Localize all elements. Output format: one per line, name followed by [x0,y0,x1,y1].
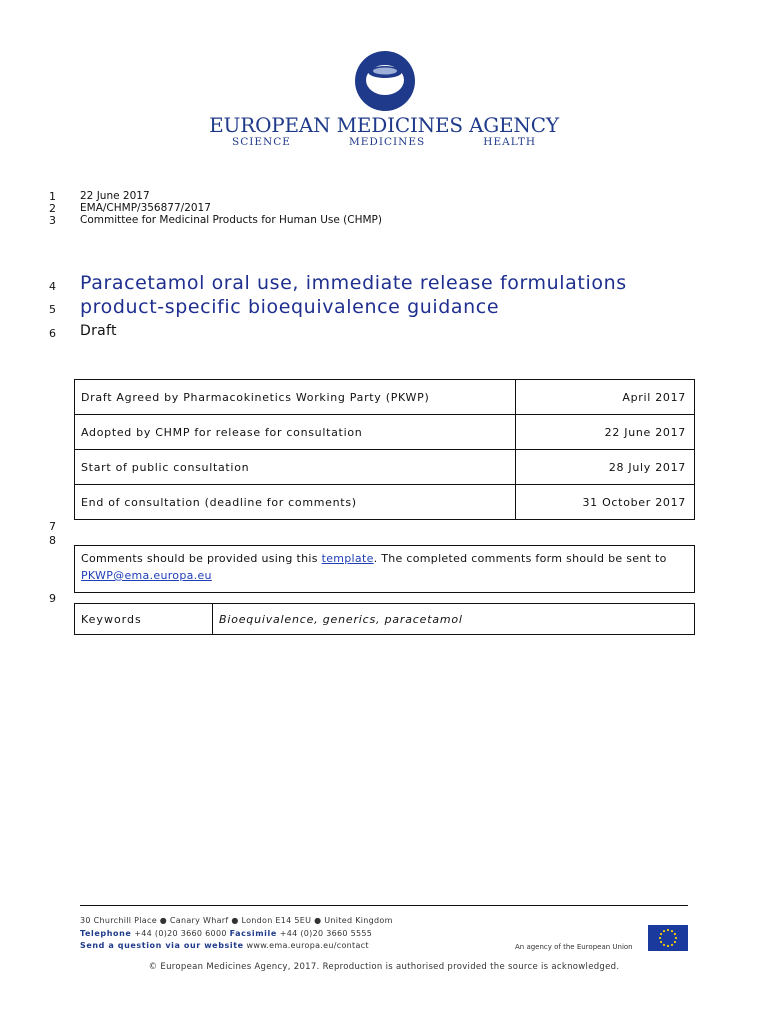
line-number: 7 [49,520,56,533]
row-value: 31 October 2017 [516,485,695,520]
table-row [75,604,695,635]
agency-tagline: SCIENCE MEDICINES HEALTH [232,136,536,148]
footer-contact-line [80,941,369,950]
document-date: 22 June 2017 [80,190,150,202]
comments-text: Comments should be provided using this [81,552,322,565]
agency-name: EUROPEAN MEDICINES AGENCY [209,113,559,137]
line-number: 8 [49,534,56,547]
table-row [75,485,695,520]
committee-name: Committee for Medicinal Products for Human Use (CHMP) [80,214,382,226]
template-link[interactable]: template [321,552,374,565]
keywords-value: Bioequivalence, generics, paracetamol [213,604,695,635]
row-label: End of consultation (deadline for comments) [75,485,516,520]
row-label: Adopted by CHMP for release for consultation [75,415,516,450]
row-value: April 2017 [516,380,695,415]
footer-address: 30 Churchill Place ● Canary Wharf ● London E14 5EU ● United Kingdom [80,916,393,925]
line-number: 3 [49,214,56,227]
table-row [75,380,695,415]
table-row [75,415,695,450]
document-status: Draft [80,323,117,339]
line-number: 6 [49,327,56,340]
comments-text: . The completed comments form should be sent to [373,552,667,565]
eu-agency-note: An agency of the European Union [515,943,633,951]
facsimile-label: Facsimile [229,929,277,938]
telephone-number: +44 (0)20 3660 6000 [134,929,227,938]
telephone-label: Telephone [80,929,132,938]
ema-logo-icon [354,50,416,112]
eu-flag-icon [648,925,688,951]
line-number: 2 [49,202,56,215]
row-label: Draft Agreed by Pharmacokinetics Working Party (PKWP) [75,380,516,415]
footer-divider [80,905,688,906]
line-number: 1 [49,190,56,203]
row-label: Start of public consultation [75,450,516,485]
row-value: 22 June 2017 [516,415,695,450]
document-reference: EMA/CHMP/356877/2017 [80,202,211,214]
website-link[interactable]: www.ema.europa.eu/contact [246,941,369,950]
keywords-table [74,603,695,635]
line-number: 9 [49,592,56,605]
copyright-notice: © European Medicines Agency, 2017. Reproduction is authorised provided the source is acknowledged. [148,962,620,972]
document-title-line-2: product-specific bioequivalence guidance [80,296,500,318]
pkwp-email-link[interactable]: PKWP@ema.europa.eu [81,569,212,582]
line-number: 4 [49,280,56,293]
keywords-label: Keywords [75,604,213,635]
line-number: 5 [49,303,56,316]
consultation-timeline-table [74,379,695,520]
facsimile-number: +44 (0)20 3660 5555 [279,929,373,938]
comments-instructions [74,545,695,593]
table-row [75,450,695,485]
question-label: Send a question via our website [80,941,244,950]
row-value: 28 July 2017 [516,450,695,485]
document-title-line-1: Paracetamol oral use, immediate release formulations [80,272,627,294]
footer-phone-line [80,929,372,938]
